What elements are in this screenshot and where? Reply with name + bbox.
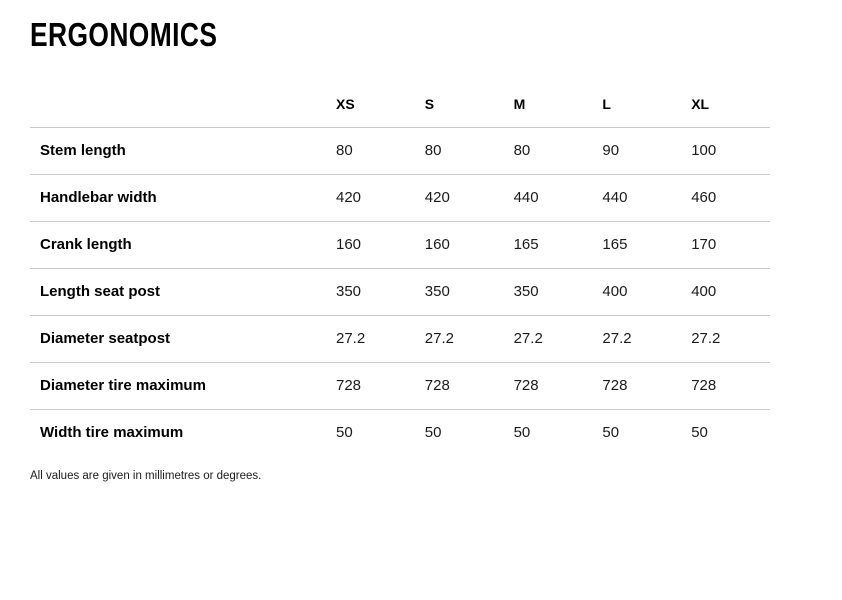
cell-value: 440 [602, 189, 628, 206]
cell-value: 400 [602, 283, 628, 300]
row-label: Crank length [40, 236, 132, 253]
cell-value: 420 [424, 189, 450, 206]
cell-value: 80 [513, 142, 531, 159]
cell-value: 728 [336, 377, 362, 394]
row-label: Width tire maximum [40, 424, 184, 441]
column-header-m: M [513, 96, 526, 112]
table-row-diameter-seatpost [30, 316, 770, 363]
cell-value: 27.2 [336, 330, 366, 347]
cell-value: 27.2 [691, 330, 721, 347]
cell-value: 50 [602, 424, 620, 441]
footnote: All values are given in millimetres or degrees. [30, 470, 262, 482]
cell-value: 27.2 [513, 330, 543, 347]
cell-value: 728 [602, 377, 628, 394]
column-header-xs: XS [336, 96, 355, 112]
row-label: Length seat post [40, 283, 161, 300]
cell-value: 440 [513, 189, 539, 206]
cell-value: 50 [513, 424, 531, 441]
cell-value: 50 [424, 424, 442, 441]
cell-value: 27.2 [602, 330, 632, 347]
cell-value: 27.2 [424, 330, 454, 347]
cell-value: 400 [691, 283, 717, 300]
row-label: Handlebar width [40, 189, 157, 206]
cell-value: 460 [691, 189, 717, 206]
row-label: Diameter tire maximum [40, 377, 206, 394]
header-spacer-cell [30, 81, 326, 128]
cell-value: 50 [336, 424, 353, 441]
cell-value: 90 [602, 142, 620, 159]
table-row-diameter-tire-maximum [30, 363, 770, 410]
cell-value: 50 [691, 424, 708, 441]
cell-value: 350 [424, 283, 450, 300]
cell-value: 80 [424, 142, 442, 159]
cell-value: 100 [691, 142, 717, 159]
cell-value: 160 [424, 236, 450, 253]
table-row-length-seat-post [30, 269, 770, 316]
page-title: ERGONOMICS [30, 16, 218, 53]
cell-value: 728 [691, 377, 717, 394]
table-row-crank-length [30, 222, 770, 269]
table-row-width-tire-maximum [30, 410, 770, 457]
table-row-stem-length [30, 128, 770, 175]
cell-value: 165 [602, 236, 628, 253]
cell-value: 160 [336, 236, 362, 253]
row-label: Stem length [40, 142, 126, 159]
cell-value: 728 [424, 377, 450, 394]
column-header-l: L [602, 96, 611, 112]
cell-value: 420 [336, 189, 362, 206]
column-header-xl: XL [691, 96, 710, 112]
cell-value: 350 [513, 283, 539, 300]
table-row-handlebar-width [30, 175, 770, 222]
row-label: Diameter seatpost [40, 330, 171, 347]
column-header-s: S [424, 96, 435, 112]
cell-value: 80 [336, 142, 353, 159]
cell-value: 350 [336, 283, 362, 300]
ergonomics-table [30, 81, 770, 456]
cell-value: 170 [691, 236, 717, 253]
cell-value: 165 [513, 236, 539, 253]
cell-value: 728 [513, 377, 539, 394]
table-header-row [30, 81, 770, 128]
